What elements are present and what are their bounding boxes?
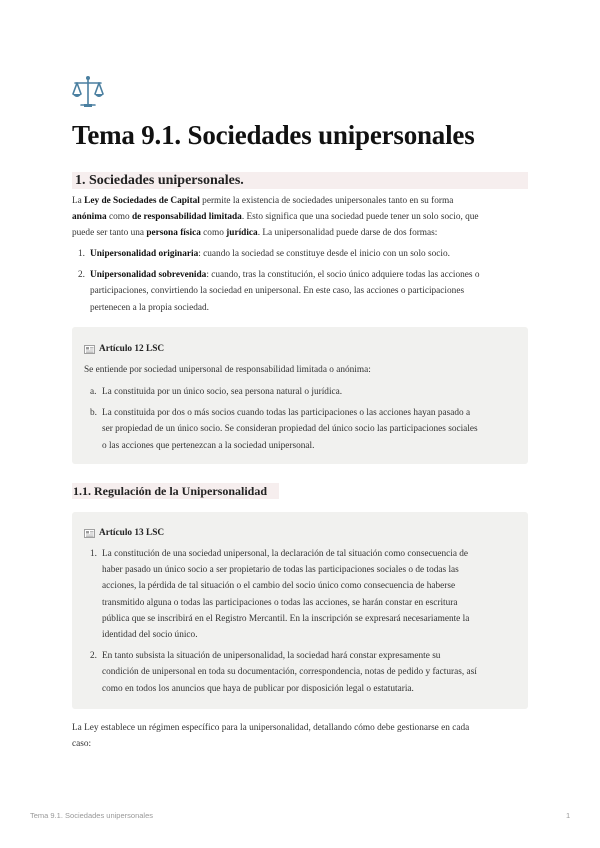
newspaper-icon xyxy=(84,529,95,538)
article-12-callout xyxy=(72,327,528,464)
unipersonality-types-list xyxy=(72,246,528,316)
callout-title: Artículo 13 LSC xyxy=(84,528,164,538)
list-item: 2. Unipersonalidad sobrevenida: cuando, tras la constitución, el socio único adquiere todas las acciones o participaciones, convirtiendo la sociedad en unipersonal. En este caso, las acciones o participaciones pertenecen a la propia sociedad. xyxy=(78,270,480,313)
intro-paragraph: La Ley de Sociedades de Capital permite la existencia de sociedades unipersonales tanto en su forma anónima como de responsabilidad limitada. Esto significa que una sociedad puede tener un solo socio, que puede ser tanto una persona física como jurídica. La unipersonalidad puede darse de dos formas: xyxy=(72,196,479,239)
balance-scale-icon xyxy=(72,74,104,110)
list-item: 2. En tanto subsista la situación de unipersonalidad, la sociedad hará constar expresamente su condición de unipersonal en toda su documentación, correspondencia, notas de pedido y facturas, así como en todos los anuncios que haya de publicar por disposición legal o estatutaria. xyxy=(90,651,477,694)
page-number: 1 xyxy=(566,811,571,820)
article-13-callout xyxy=(72,512,528,709)
page-title: Tema 9.1. Sociedades unipersonales xyxy=(72,120,475,150)
callout-intro: Se entiende por sociedad unipersonal de responsabilidad limitada o anónima: xyxy=(84,365,371,375)
callout-title: Artículo 12 LSC xyxy=(84,344,164,354)
subsection-heading: 1.1. Regulación de la Unipersonalidad xyxy=(72,483,279,499)
closing-paragraph: La Ley establece un régimen específico para la unipersonalidad, detallando cómo debe gestionarse en cada caso: xyxy=(72,723,470,750)
newspaper-icon xyxy=(84,345,95,354)
list-item: 1. Unipersonalidad originaria: cuando la sociedad se constituye desde el inicio con un solo socio. xyxy=(78,249,450,259)
list-item: 1. La constitución de una sociedad unipersonal, la declaración de tal situación como consecuencia de haber pasado un único socio a ser propietario de todas las participaciones sociales o de todas las acciones, la pérdida de tal situación o el cambio del socio único como consecuencia de haberse transmitido alguna o todas las participaciones o todas las acciones, se harán constar en escritura pública que se inscribirá en el Registro Mercantil. En la inscripción se expresará necesariamente la identidad del socio único. xyxy=(90,549,470,641)
list-item: a. La constituida por un único socio, sea persona natural o jurídica. xyxy=(90,387,343,397)
list-item: b. La constituida por dos o más socios cuando todas las participaciones o las acciones hayan pasado a ser propiedad de un único socio. Se consideran propiedad del único socio las participaciones sociales o las acciones que pertenezcan a la sociedad unipersonal. xyxy=(90,408,478,451)
footer-title: Tema 9.1. Sociedades unipersonales xyxy=(30,811,153,820)
section-heading: 1. Sociedades unipersonales. xyxy=(72,172,528,189)
article-12-list xyxy=(84,384,516,454)
article-13-list xyxy=(84,546,516,697)
